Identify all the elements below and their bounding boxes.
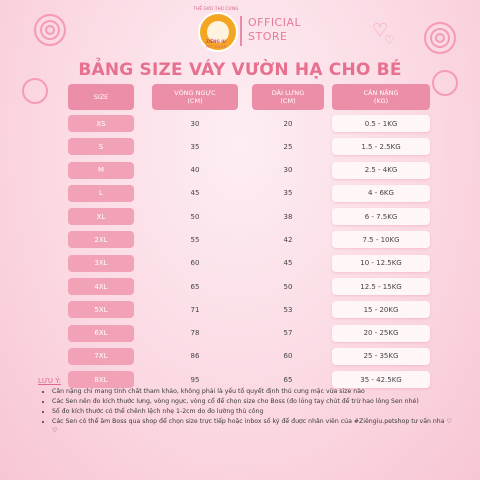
chest-cell: 71 [190, 305, 200, 314]
table-row [68, 135, 430, 158]
weight-cell: 7.5 - 10KG [332, 231, 430, 248]
header-divider [240, 16, 242, 46]
size-cell: XL [68, 208, 134, 225]
header-cell-weight [332, 84, 430, 110]
back-length-cell: 57 [283, 329, 293, 338]
chest-cell: 30 [190, 119, 200, 128]
header-cell-line1: CÂN NẶNG [363, 89, 399, 97]
back-length-cell: 45 [283, 259, 293, 268]
chest-cell: 55 [190, 235, 200, 244]
back-length-cell: 50 [283, 282, 293, 291]
weight-cell: 20 - 25KG [332, 325, 430, 342]
back-length-cell: 38 [283, 212, 293, 221]
list-item: • Cân nặng chỉ mang tính chất tham khảo, không phải là yếu tố quyết định thú cưng mặc vừa size nào [52, 388, 458, 396]
store-line1: OFFICIAL [248, 16, 302, 29]
back-length-cell: 30 [283, 166, 293, 175]
weight-cell: 0.5 - 1KG [332, 115, 430, 132]
chest-cell: 65 [190, 282, 200, 291]
heart-decoration-icon: ♡ [384, 33, 395, 47]
size-cell: 7XL [68, 348, 134, 365]
official-store-label [248, 16, 301, 44]
table-row [68, 112, 430, 135]
table-row [68, 159, 430, 182]
chest-cell: 95 [190, 375, 200, 384]
back-length-cell: 42 [283, 235, 293, 244]
heart-decoration-icon: ♡ [372, 20, 389, 41]
header-cell-back-length [252, 84, 324, 110]
chest-cell: 50 [190, 212, 200, 221]
chest-cell: 35 [190, 142, 200, 151]
weight-cell: 35 - 42.5KG [332, 371, 430, 388]
chest-cell: 45 [190, 189, 200, 198]
chest-cell: 78 [190, 329, 200, 338]
header-cell-line2: (CM) [187, 97, 203, 105]
size-cell: M [68, 162, 134, 179]
table-row [68, 322, 430, 345]
table-row [68, 345, 430, 368]
list-item: • Các Sen có thể âm Boss qua shop để chọn size trực tiếp hoặc inbox số ký để được nhân viên của #Ziêngiu.petshop tư vấn nha ♡ ♡ [52, 418, 458, 435]
size-cell: 8XL [68, 371, 134, 388]
back-length-cell: 65 [283, 375, 293, 384]
size-cell: 2XL [68, 231, 134, 248]
header-cell-chest [152, 84, 238, 110]
size-cell: 6XL [68, 325, 134, 342]
back-length-cell: 53 [283, 305, 293, 314]
table-header-row [68, 84, 430, 112]
weight-cell: 1.5 - 2.5KG [332, 138, 430, 155]
weight-cell: 25 - 35KG [332, 348, 430, 365]
notes-section [38, 377, 458, 436]
table-row [68, 205, 430, 228]
logo-top-text: THẾ GIỚI THÚ CƯNG [193, 6, 239, 11]
back-length-cell: 25 [283, 142, 293, 151]
table-row [68, 298, 430, 321]
table-row [68, 182, 430, 205]
sun-decoration-icon [22, 78, 48, 104]
header-cell-line1: DÀI LƯNG [271, 89, 305, 97]
header-cell-line1: SIZE [93, 93, 109, 101]
weight-cell: 6 - 7.5KG [332, 208, 430, 225]
header-cell-line2: (CM) [280, 97, 296, 105]
size-table [68, 84, 430, 392]
back-length-cell: 35 [283, 189, 293, 198]
weight-cell: 10 - 12.5KG [332, 255, 430, 272]
header-cell-line2: (KG) [373, 97, 389, 105]
store-line2: STORE [248, 30, 288, 43]
table-row [68, 275, 430, 298]
weight-cell: 4 - 6KG [332, 185, 430, 202]
logo-name: ZIÊNG IU [206, 39, 226, 44]
header [0, 6, 480, 50]
notes-list [38, 388, 458, 435]
chest-cell: 60 [190, 259, 200, 268]
chest-cell: 86 [190, 352, 200, 361]
weight-cell: 15 - 20KG [332, 301, 430, 318]
size-cell: 3XL [68, 255, 134, 272]
table-row [68, 252, 430, 275]
list-item: • Số đo kích thước có thể chênh lệch nhẹ 1-2cm do đo lường thủ công [52, 408, 458, 416]
size-cell: XS [68, 115, 134, 132]
chest-cell: 40 [190, 166, 200, 175]
back-length-cell: 20 [283, 119, 293, 128]
notes-title: LƯU Ý: [38, 377, 61, 385]
size-cell: 5XL [68, 301, 134, 318]
list-item: • Các Sen nên đo kích thước lưng, vòng ngực, vòng cổ để chọn size cho Boss (đo lỏng tay chút để trừ hao lông Sen nhé) [52, 398, 458, 406]
weight-cell: 12.5 - 15KG [332, 278, 430, 295]
size-cell: S [68, 138, 134, 155]
logo-bottom-text: PET SHOP [205, 45, 227, 49]
weight-cell: 2.5 - 4KG [332, 162, 430, 179]
page-title: BẢNG SIZE VÁY VƯỜN HẠ CHO BÉ [78, 60, 402, 80]
header-cell-line1: VÒNG NGỰC [174, 89, 216, 97]
table-row [68, 228, 430, 251]
header-cell-size [68, 84, 134, 110]
back-length-cell: 60 [283, 352, 293, 361]
size-cell: L [68, 185, 134, 202]
size-cell: 4XL [68, 278, 134, 295]
